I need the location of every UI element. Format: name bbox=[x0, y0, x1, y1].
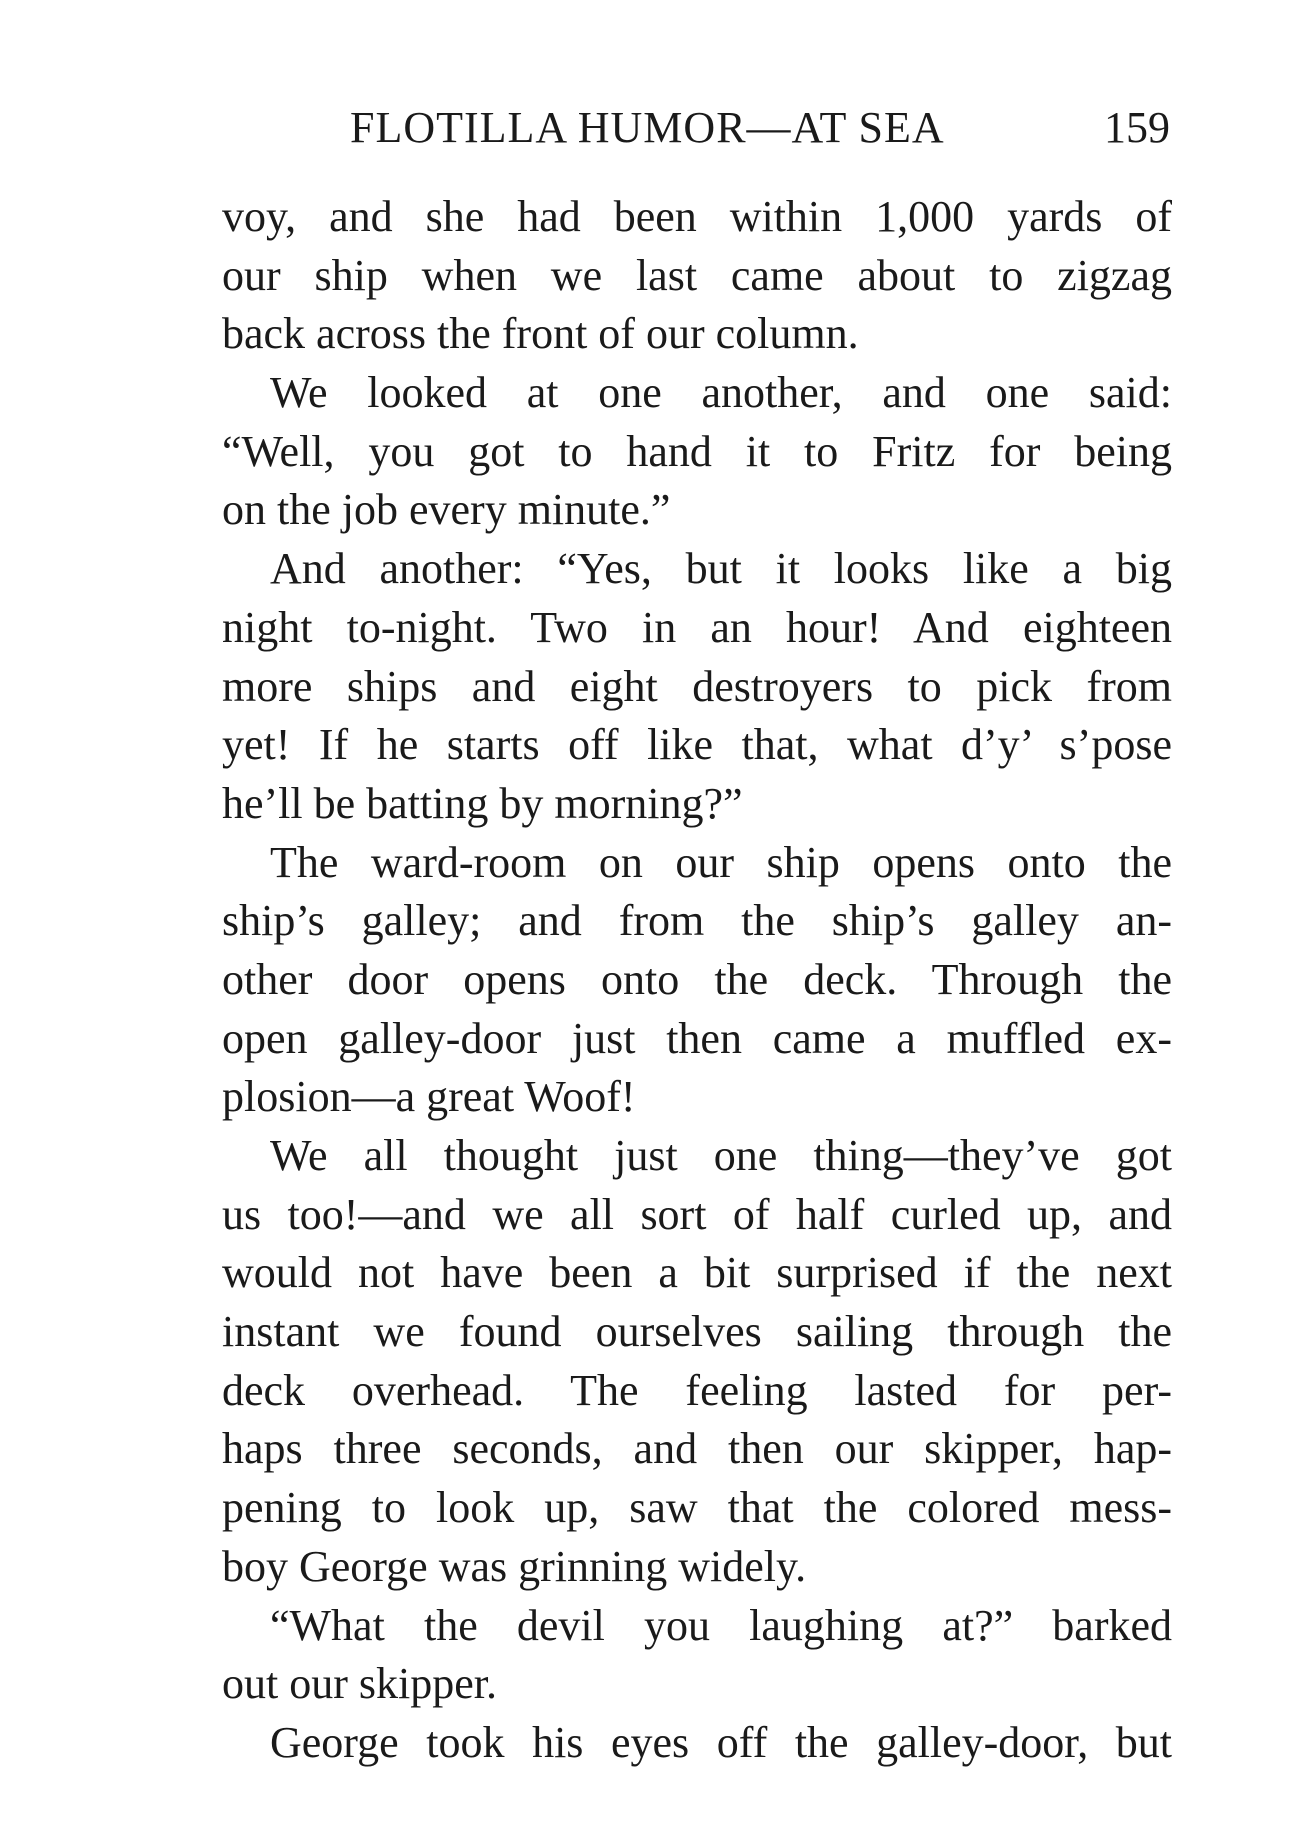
text-line: plosion—a great Woof! bbox=[222, 1072, 636, 1122]
text-line: out our skipper. bbox=[222, 1659, 497, 1709]
text-line: George took his eyes off the galley-door, but bbox=[270, 1717, 1172, 1767]
paragraph bbox=[222, 1714, 1172, 1773]
text-line: instant we found ourselves sailing through the bbox=[222, 1307, 1172, 1357]
text-line: he’ll be batting by morning?” bbox=[222, 778, 743, 828]
text-line: us too!—and we all sort of half curled up, and bbox=[222, 1189, 1172, 1239]
text-line: would not have been a bit surprised if the next bbox=[222, 1248, 1172, 1298]
paragraph bbox=[222, 834, 1172, 1127]
text-line: back across the front of our column. bbox=[222, 309, 859, 359]
text-line: voy, and she had been within 1,000 yards of bbox=[222, 192, 1172, 241]
text-line: haps three seconds, and then our skipper, hap- bbox=[222, 1424, 1172, 1474]
page-number: 159 bbox=[1104, 103, 1170, 152]
text-line: open galley-door just then came a muffled ex- bbox=[222, 1013, 1172, 1063]
text-line: other door opens onto the deck. Through the bbox=[222, 954, 1172, 1004]
text-line: “What the devil you laughing at?” barked bbox=[270, 1600, 1172, 1650]
text-line: boy George was grinning widely. bbox=[222, 1541, 807, 1591]
paragraph bbox=[222, 188, 1172, 364]
paragraph bbox=[222, 364, 1172, 540]
running-head bbox=[350, 98, 1170, 158]
paragraph bbox=[222, 540, 1172, 833]
paragraph bbox=[222, 1597, 1172, 1714]
text-line: pening to look up, saw that the colored mess- bbox=[222, 1483, 1172, 1533]
text-line: And another: “Yes, but it looks like a big bbox=[270, 544, 1172, 594]
running-head-title: FLOTILLA HUMOR—AT SEA bbox=[350, 103, 945, 152]
text-line: “Well, you got to hand it to Fritz for being bbox=[222, 426, 1172, 476]
text-line: ship’s galley; and from the ship’s galley an- bbox=[222, 896, 1172, 946]
text-line: our ship when we last came about to zigzag bbox=[222, 250, 1172, 300]
paragraph bbox=[222, 1127, 1172, 1597]
text-line: The ward-room on our ship opens onto the bbox=[270, 837, 1172, 887]
text-line: We all thought just one thing—they’ve got bbox=[270, 1131, 1172, 1180]
text-line: on the job every minute.” bbox=[222, 485, 671, 535]
text-line: night to-night. Two in an hour! And eighteen bbox=[222, 602, 1172, 652]
text-line: yet! If he starts off like that, what d’y’ s’pose bbox=[222, 720, 1172, 770]
body-text bbox=[222, 188, 1172, 1773]
text-line: deck overhead. The feeling lasted for per- bbox=[222, 1365, 1172, 1415]
text-line: We looked at one another, and one said: bbox=[270, 368, 1172, 418]
text-line: more ships and eight destroyers to pick from bbox=[222, 661, 1172, 711]
